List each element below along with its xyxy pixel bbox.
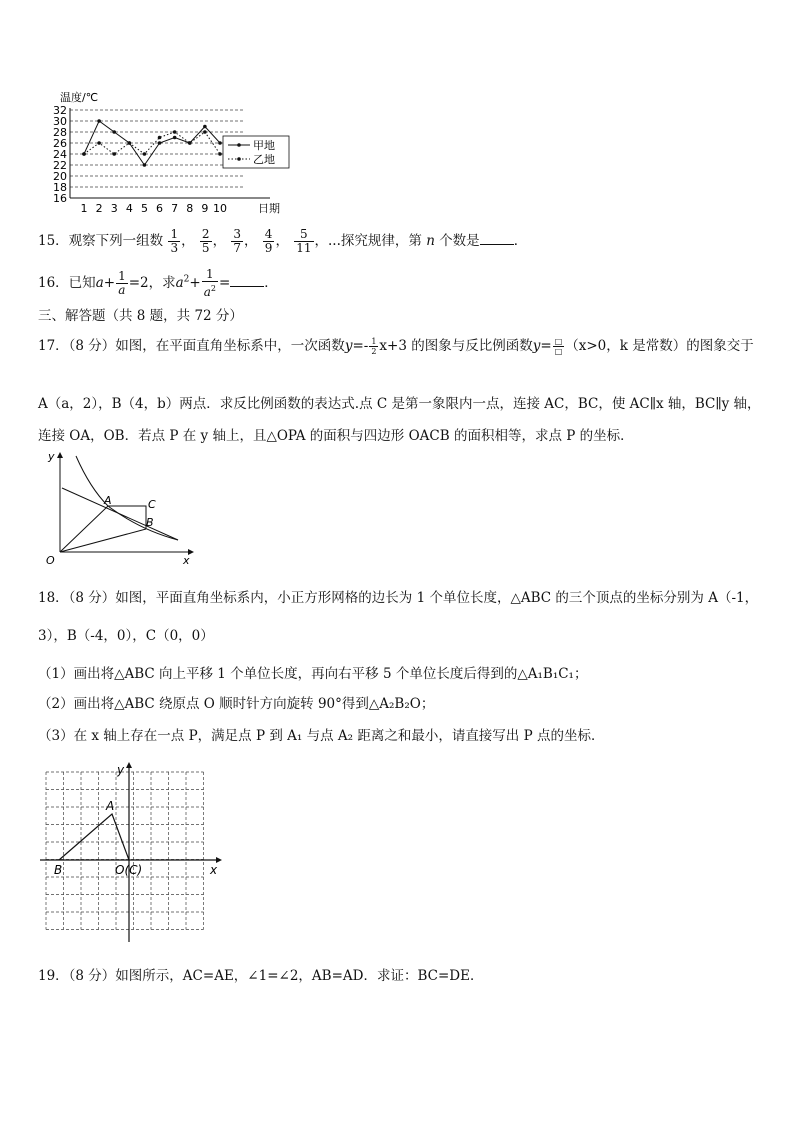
fraction: $\frac{1}{3}$ <box>170 227 179 255</box>
x-tick-label: 9 <box>201 202 209 215</box>
y-tick-label: 32 <box>53 104 67 117</box>
series-point <box>203 125 207 129</box>
question-18-part-3: （3）在 x 轴上存在一点 P，满足点 P 到 A₁ 与点 A₂ 距离之和最小，请直接写出 P 点的坐标． <box>38 728 605 744</box>
y-tick-label: 20 <box>53 170 67 183</box>
x-tick-label: 4 <box>125 202 133 215</box>
series-point <box>218 141 222 145</box>
question-18-line-1: 18．（8 分）如图，平面直角坐标系内，小正方形网格的边长为 1 个单位长度，△ABC 的三个顶点的坐标分别为 A（-1， <box>38 590 759 606</box>
chart-xlabel: 日期 <box>258 202 280 215</box>
fraction: $\frac{3}{7}$ <box>233 227 241 255</box>
y-tick-label: 26 <box>53 137 67 150</box>
question-15: 15．观察下列一组数 $\frac{1}{3}$ ， $\frac{2}{5}$ ， $\frac{3}{7}$ ， $\frac{4}{9}$ ， $\frac{5}{11}$ ，...探究规律，第 n 个数是 ． <box>38 227 528 255</box>
x-tick-label: 5 <box>140 202 148 215</box>
question-18-line-2: 3），B（-4，0），C（0，0） <box>38 628 214 644</box>
q18-grid-figure <box>40 762 230 946</box>
section-heading: 三、解答题（共 8 题，共 72 分） <box>38 308 243 324</box>
series-point <box>97 119 101 123</box>
x-tick-label: 10 <box>213 202 227 215</box>
chart-ylabel: 温度/℃ <box>60 91 99 104</box>
series-point <box>173 136 177 140</box>
y-tick-label: 18 <box>53 181 67 194</box>
y-tick-label: 22 <box>53 159 67 172</box>
svg-text:A: A <box>106 799 115 813</box>
question-18-part-1: （1）画出将△ABC 向上平移 1 个单位长度，再向右平移 5 个单位长度后得到的△A₁B₁C₁； <box>38 666 588 682</box>
series-point <box>143 163 147 167</box>
question-18-part-2: （2）画出将△ABC 绕原点 O 顺时针方向旋转 90°得到△A₂B₂O； <box>38 696 435 712</box>
series-point <box>112 152 116 156</box>
series-point <box>112 130 116 134</box>
series-point <box>82 152 86 156</box>
x-tick-label: 6 <box>156 202 164 215</box>
x-tick-label: 3 <box>110 202 118 215</box>
svg-text:O(C): O(C) <box>115 863 143 877</box>
legend-series-1: 甲地 <box>253 139 275 152</box>
question-17-line-1: 17．（8 分）如图，在平面直角坐标系中，一次函数y=- $\frac{1}{2}$ x+3 的图象与反比例函数y= $\frac{□}{□}$ （x>0，k 是常数）的图象交于 <box>38 337 754 356</box>
svg-text:y: y <box>117 763 125 777</box>
question-17-line-3: 连接 OA，OB．若点 P 在 y 轴上，且△OPA 的面积与四边形 OACB 的面积相等，求点 P 的坐标． <box>38 428 634 444</box>
x-tick-label: 2 <box>95 202 103 215</box>
answer-blank <box>230 272 264 287</box>
series-point <box>128 141 132 145</box>
svg-text:B: B <box>146 516 154 529</box>
question-17-line-2: A（a，2），B（4，b）两点．求反比例函数的表达式.点 C 是第一象限内一点，连接 AC，BC，使 AC∥x 轴，BC∥y 轴， <box>38 396 761 412</box>
fraction: $\frac{4}{9}$ <box>264 227 273 255</box>
legend-series-2: 乙地 <box>253 153 275 166</box>
temperature-chart <box>40 86 300 218</box>
y-tick-label: 24 <box>53 148 67 161</box>
y-tick-label: 30 <box>53 115 67 128</box>
svg-text:O: O <box>46 554 55 567</box>
q17-figure <box>40 448 200 568</box>
question-16: 16．已知a+ $\frac{1}{a}$ =2，求$a^2+$ $\frac{1}{a^2}$ = ． <box>38 267 278 299</box>
question-19: 19．（8 分）如图所示，AC=AE，∠1=∠2，AB=AD．求证：BC=DE． <box>38 968 484 984</box>
series-point <box>158 136 162 140</box>
x-tick-label: 7 <box>171 202 179 215</box>
fraction: $\frac{5}{11}$ <box>296 227 312 255</box>
series-point <box>203 130 207 134</box>
series-point <box>218 152 222 156</box>
fraction: $\frac{2}{5}$ <box>201 227 210 255</box>
svg-text:x: x <box>210 863 218 877</box>
y-tick-label: 28 <box>53 126 67 139</box>
x-tick-label: 8 <box>186 202 194 215</box>
series-point <box>143 152 147 156</box>
series-point <box>173 130 177 134</box>
svg-text:C: C <box>148 498 156 511</box>
series-point <box>158 141 162 145</box>
y-tick-label: 16 <box>53 192 67 205</box>
series-point <box>97 141 101 145</box>
svg-text:A: A <box>104 494 112 507</box>
svg-text:B: B <box>54 863 63 877</box>
svg-text:y: y <box>48 450 55 463</box>
series-point <box>188 141 192 145</box>
svg-text:x: x <box>183 554 190 567</box>
x-tick-label: 1 <box>80 202 88 215</box>
answer-blank <box>480 230 514 245</box>
